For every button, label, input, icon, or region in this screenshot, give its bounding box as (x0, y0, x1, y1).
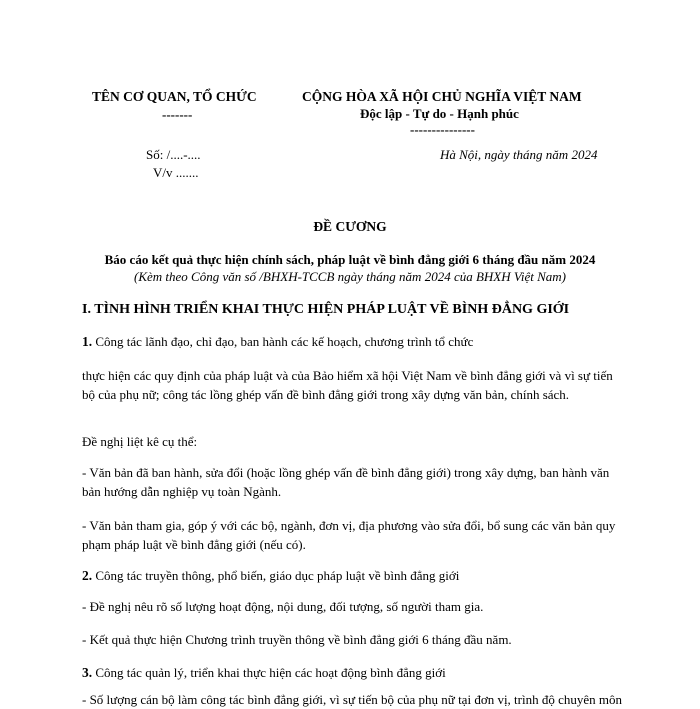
item-number: 3. (82, 665, 93, 680)
motto-divider: --------------- (410, 122, 475, 137)
national-motto: Độc lập - Tự do - Hạnh phúc (360, 106, 519, 121)
paragraph (82, 332, 622, 351)
item-text: Công tác truyền thông, phổ biến, giáo dục pháp luật về bình đẳng giới (92, 568, 460, 583)
document-note: (Kèm theo Công văn số /BHXH-TCCB ngày tháng năm 2024 của BHXH Việt Nam) (134, 269, 566, 284)
paragraph: - Văn bản đã ban hành, sửa đổi (hoặc lồng ghép vấn đề bình đẳng giới) trong xây dựng, ban hành văn bản hướng dẫn nghiệp vụ toàn Ngành. (82, 465, 610, 499)
item-number: 1. (82, 334, 93, 349)
paragraph: - Đề nghị nêu rõ số lượng hoạt động, nội dung, đối tượng, số người tham gia. (82, 599, 484, 614)
section-heading: I. TÌNH HÌNH TRIỂN KHAI THỰC HIỆN PHÁP LUẬT VỀ BÌNH ĐẲNG GIỚI (82, 302, 570, 317)
paragraph (82, 566, 622, 585)
paragraph: - Văn bản tham gia, góp ý với các bộ, ngành, đơn vị, địa phương vào sửa đổi, bổ sung các văn bản quy phạm pháp luật về bình đẳng giới (nếu có). (82, 518, 616, 552)
paragraph: - Kết quả thực hiện Chương trình truyền thông về bình đẳng giới 6 tháng đầu năm. (82, 632, 512, 647)
country-name: CỘNG HÒA XÃ HỘI CHỦ NGHĨA VIỆT NAM (302, 89, 582, 104)
document-number: Số: /....-.... (146, 147, 201, 162)
paragraph: Đề nghị liệt kê cụ thể: (82, 434, 198, 449)
document-subject-ref: V/v ....... (153, 165, 199, 180)
item-number: 2. (82, 568, 93, 583)
paragraph (82, 663, 622, 682)
document-title: ĐỀ CƯƠNG (313, 219, 387, 234)
paragraph: thực hiện các quy định của pháp luật và của Bảo hiểm xã hội Việt Nam về bình đẳng giới và vì sự tiến bộ của phụ nữ; công tác lồng ghép vấn đề bình đẳng giới trong xây dựng văn bản, chính sách. (82, 368, 613, 402)
document-subtitle: Báo cáo kết quả thực hiện chính sách, pháp luật về bình đẳng giới 6 tháng đầu năm 2024 (104, 252, 596, 267)
item-text: Công tác quản lý, triển khai thực hiện các hoạt động bình đẳng giới (92, 665, 446, 680)
org-divider: ------- (162, 107, 193, 122)
place-and-date: Hà Nội, ngày tháng năm 2024 (440, 147, 598, 162)
org-name: TÊN CƠ QUAN, TỔ CHỨC (92, 89, 257, 104)
item-text: Công tác lãnh đạo, chỉ đạo, ban hành các kế hoạch, chương trình tổ chức (92, 334, 474, 349)
paragraph: - Số lượng cán bộ làm công tác bình đẳng giới, vì sự tiến bộ của phụ nữ tại đơn vị, trình độ chuyên môn (82, 692, 623, 707)
